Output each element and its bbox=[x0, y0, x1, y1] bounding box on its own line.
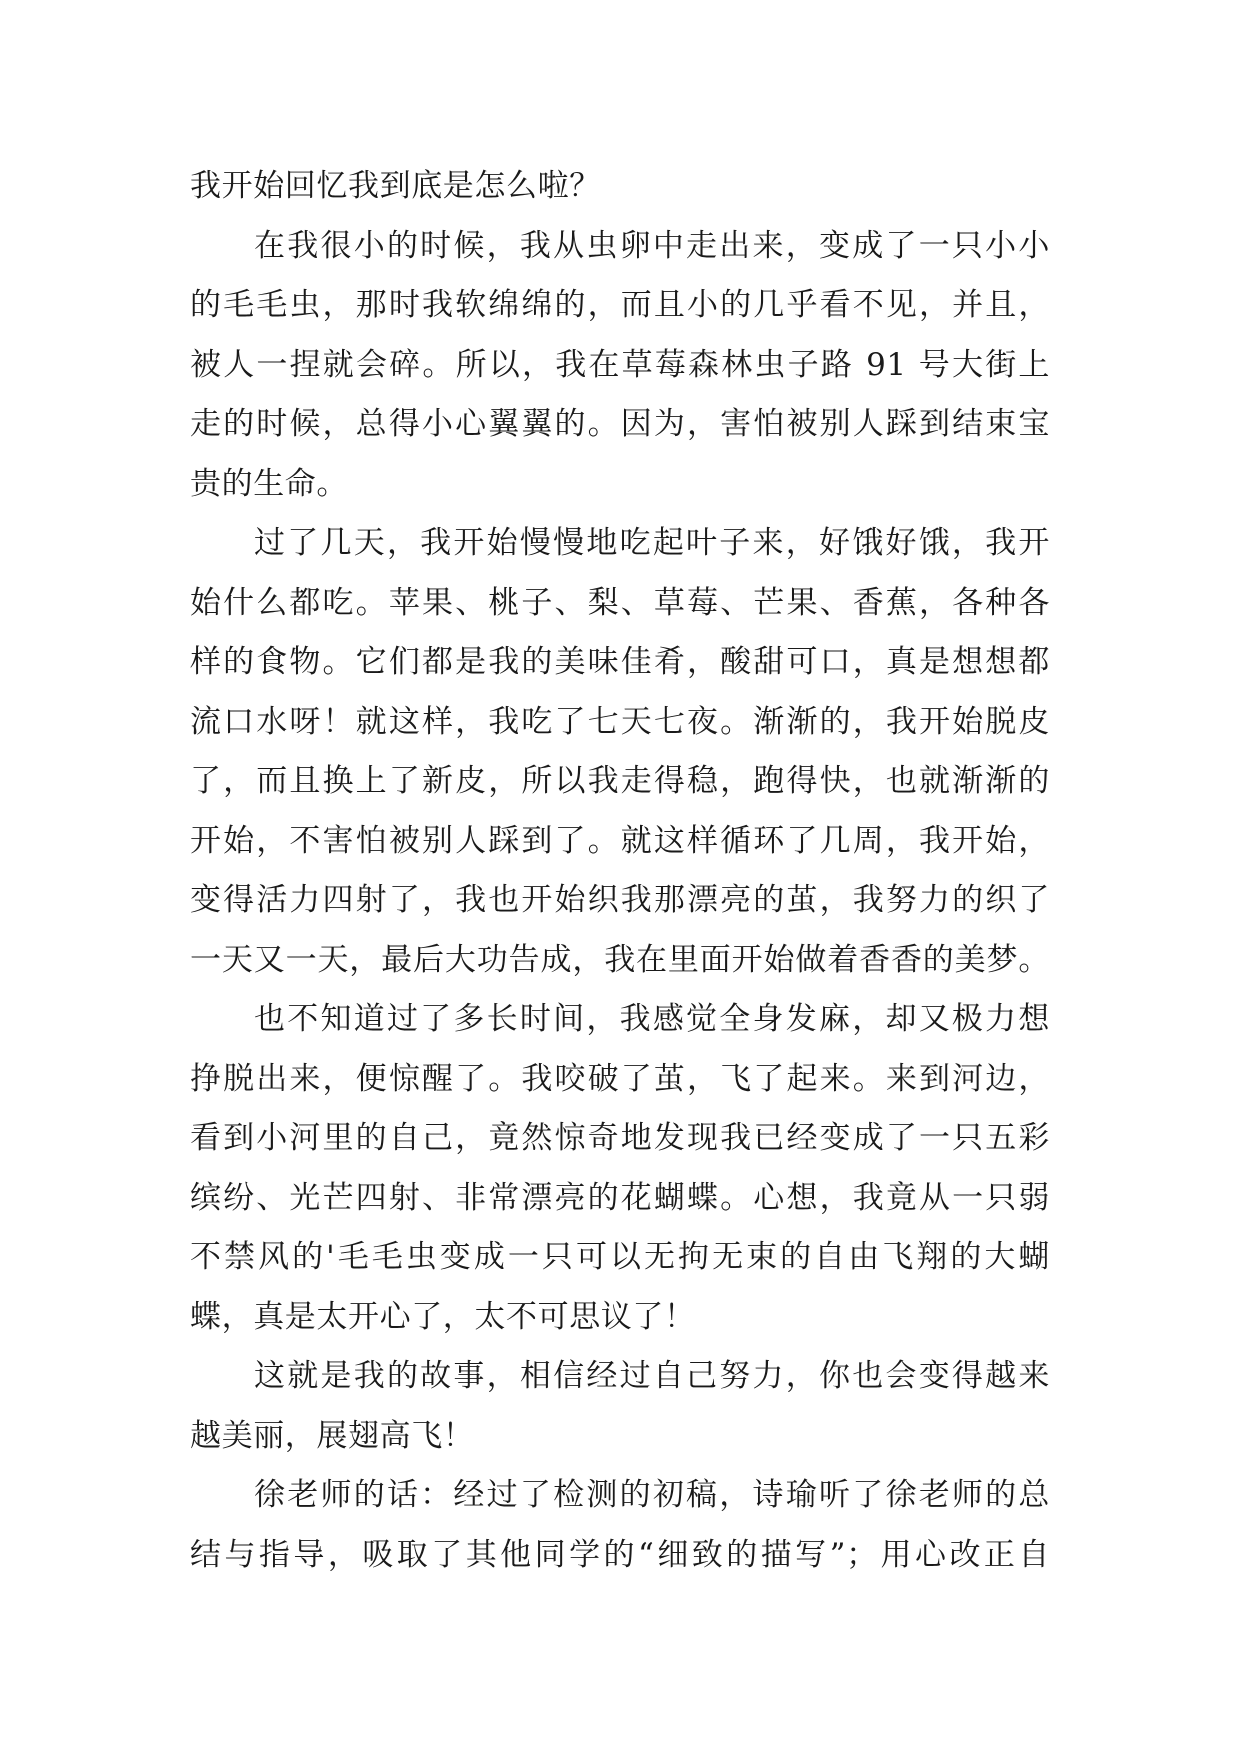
text-line: 徐老师的话：经过了检测的初稿，诗瑜听了徐老师的总 bbox=[254, 1477, 1050, 1513]
text-line: 挣脱出来，便惊醒了。我咬破了茧，飞了起来。来到河边， bbox=[190, 1060, 1050, 1097]
text-line: 走的时候，总得小心翼翼的。因为，害怕被别人踩到结束宝 bbox=[190, 406, 1050, 442]
document-body bbox=[190, 157, 1050, 1585]
text-line: 看到小河里的自己，竟然惊奇地发现我已经变成了一只五彩 bbox=[190, 1120, 1050, 1156]
text-line: 在我很小的时候，我从虫卵中走出来，变成了一只小小 bbox=[254, 227, 1050, 264]
text-line: 结与指导，吸取了其他同学的“细致的描写”；用心改正自 bbox=[190, 1536, 1050, 1573]
text-line: 贵的生命。 bbox=[190, 465, 348, 502]
text-line: 这就是我的故事，相信经过自己努力，你也会变得越来 bbox=[254, 1358, 1050, 1394]
text-line: 变得活力四射了，我也开始织我那漂亮的茧，我努力的织了 bbox=[190, 882, 1050, 918]
text-line: 被人一捏就会碎。所以，我在草莓森林虫子路 91 号大街上 bbox=[190, 346, 1050, 383]
text-line: 蝶，真是太开心了，太不可思议了！ bbox=[190, 1298, 696, 1335]
text-line: 始什么都吃。苹果、桃子、梨、草莓、芒果、香蕉，各种各 bbox=[190, 584, 1050, 621]
text-line: 了，而且换上了新皮，所以我走得稳，跑得快，也就渐渐的 bbox=[190, 763, 1050, 799]
text-line: 也不知道过了多长时间，我感觉全身发麻，却又极力想 bbox=[254, 1001, 1050, 1037]
text-line: 我开始回忆我到底是怎么啦？ bbox=[190, 168, 601, 204]
text-line: 开始，不害怕被别人踩到了。就这样循环了几周，我开始， bbox=[190, 822, 1050, 859]
text-line: 过了几天，我开始慢慢地吃起叶子来，好饿好饿，我开 bbox=[254, 525, 1050, 561]
text-line: 一天又一天，最后大功告成，我在里面开始做着香香的美梦。 bbox=[190, 941, 1050, 978]
text-line: 不禁风的'毛毛虫变成一只可以无拘无束的自由飞翔的大蝴 bbox=[190, 1239, 1050, 1275]
text-line: 流口水呀！就这样，我吃了七天七夜。渐渐的，我开始脱皮 bbox=[190, 703, 1050, 740]
text-line: 越美丽，展翅高飞！ bbox=[190, 1417, 475, 1454]
text-line: 样的食物。它们都是我的美味佳肴，酸甜可口，真是想想都 bbox=[190, 644, 1050, 680]
text-line: 的毛毛虫，那时我软绵绵的，而且小的几乎看不见，并且， bbox=[190, 287, 1050, 323]
text-line: 缤纷、光芒四射、非常漂亮的花蝴蝶。心想，我竟从一只弱 bbox=[190, 1179, 1050, 1216]
